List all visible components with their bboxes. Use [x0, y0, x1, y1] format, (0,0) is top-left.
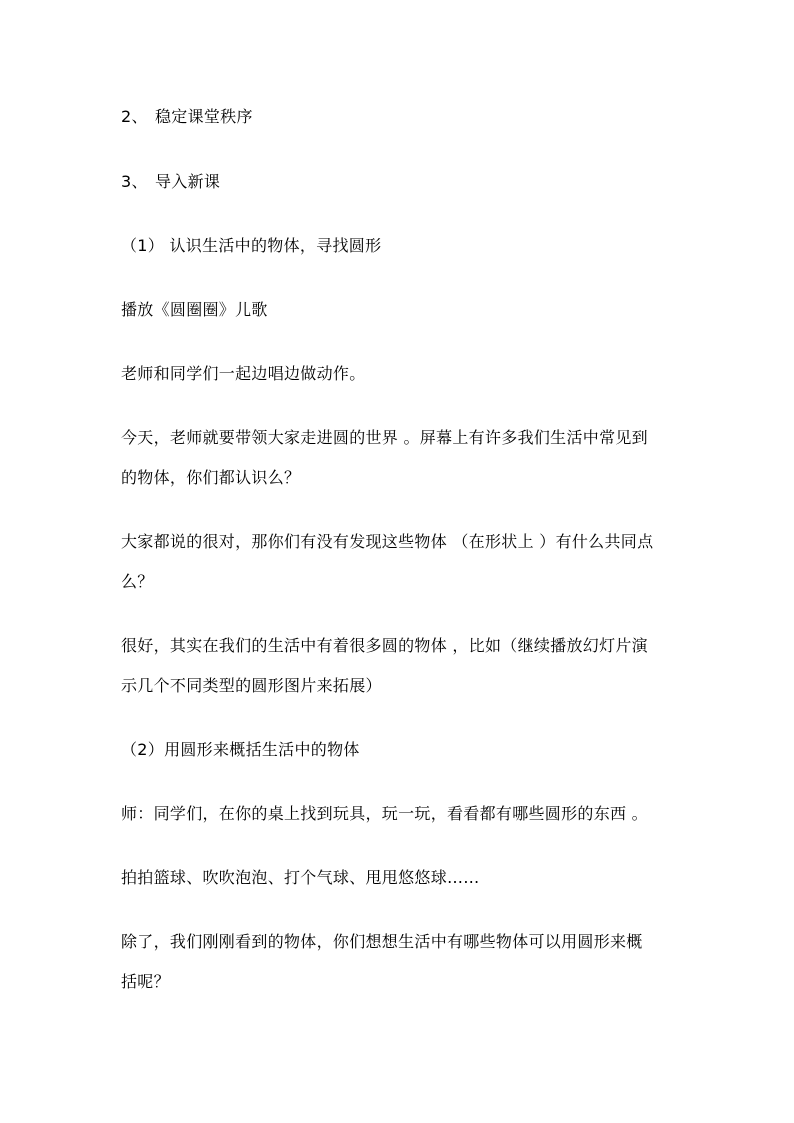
paragraph-line: 今天，老师就要带领大家走进圆的世界 。屏幕上有许多我们生活中常见到 [121, 428, 648, 447]
list-item-step-2 [121, 107, 253, 127]
list-number: 2、 [121, 107, 148, 126]
subheading-2: （2）用圆形来概括生活中的物体 [121, 740, 360, 759]
paragraph-line: 师：同学们，在你的桌上找到玩具，玩一玩，看看都有哪些圆形的东西 。 [121, 804, 648, 823]
paragraph-line: 除了，我们刚刚看到的物体，你们想想生活中有哪些物体可以用圆形来概 [121, 932, 643, 951]
paragraph-line: 么？ [121, 572, 154, 591]
list-text: 稳定课堂秩序 [155, 107, 253, 126]
subheading-1: （1） 认识生活中的物体，寻找圆形 [121, 236, 382, 255]
paragraph-line: 拍拍篮球、吹吹泡泡、打个气球、甩甩悠悠球…… [121, 868, 480, 887]
paragraph-line: 大家都说的很对，那你们有没有发现这些物体 （在形状上 ）有什么共同点 [121, 532, 654, 551]
paragraph-line: 示几个不同类型的圆形图片来拓展） [121, 676, 382, 695]
list-number: 3、 [121, 172, 148, 191]
list-text: 导入新课 [155, 172, 221, 191]
paragraph-line: 括呢？ [121, 972, 170, 991]
paragraph-line: 老师和同学们一起边唱边做动作。 [121, 364, 366, 383]
paragraph-line: 很好，其实在我们的生活中有着很多圆的物体 ，比如（继续播放幻灯片演 [121, 636, 648, 655]
paragraph-line: 的物体，你们都认识么？ [121, 468, 301, 487]
list-item-step-3 [121, 172, 220, 192]
paragraph-line: 播放《圆圈圈》儿歌 [121, 300, 268, 319]
